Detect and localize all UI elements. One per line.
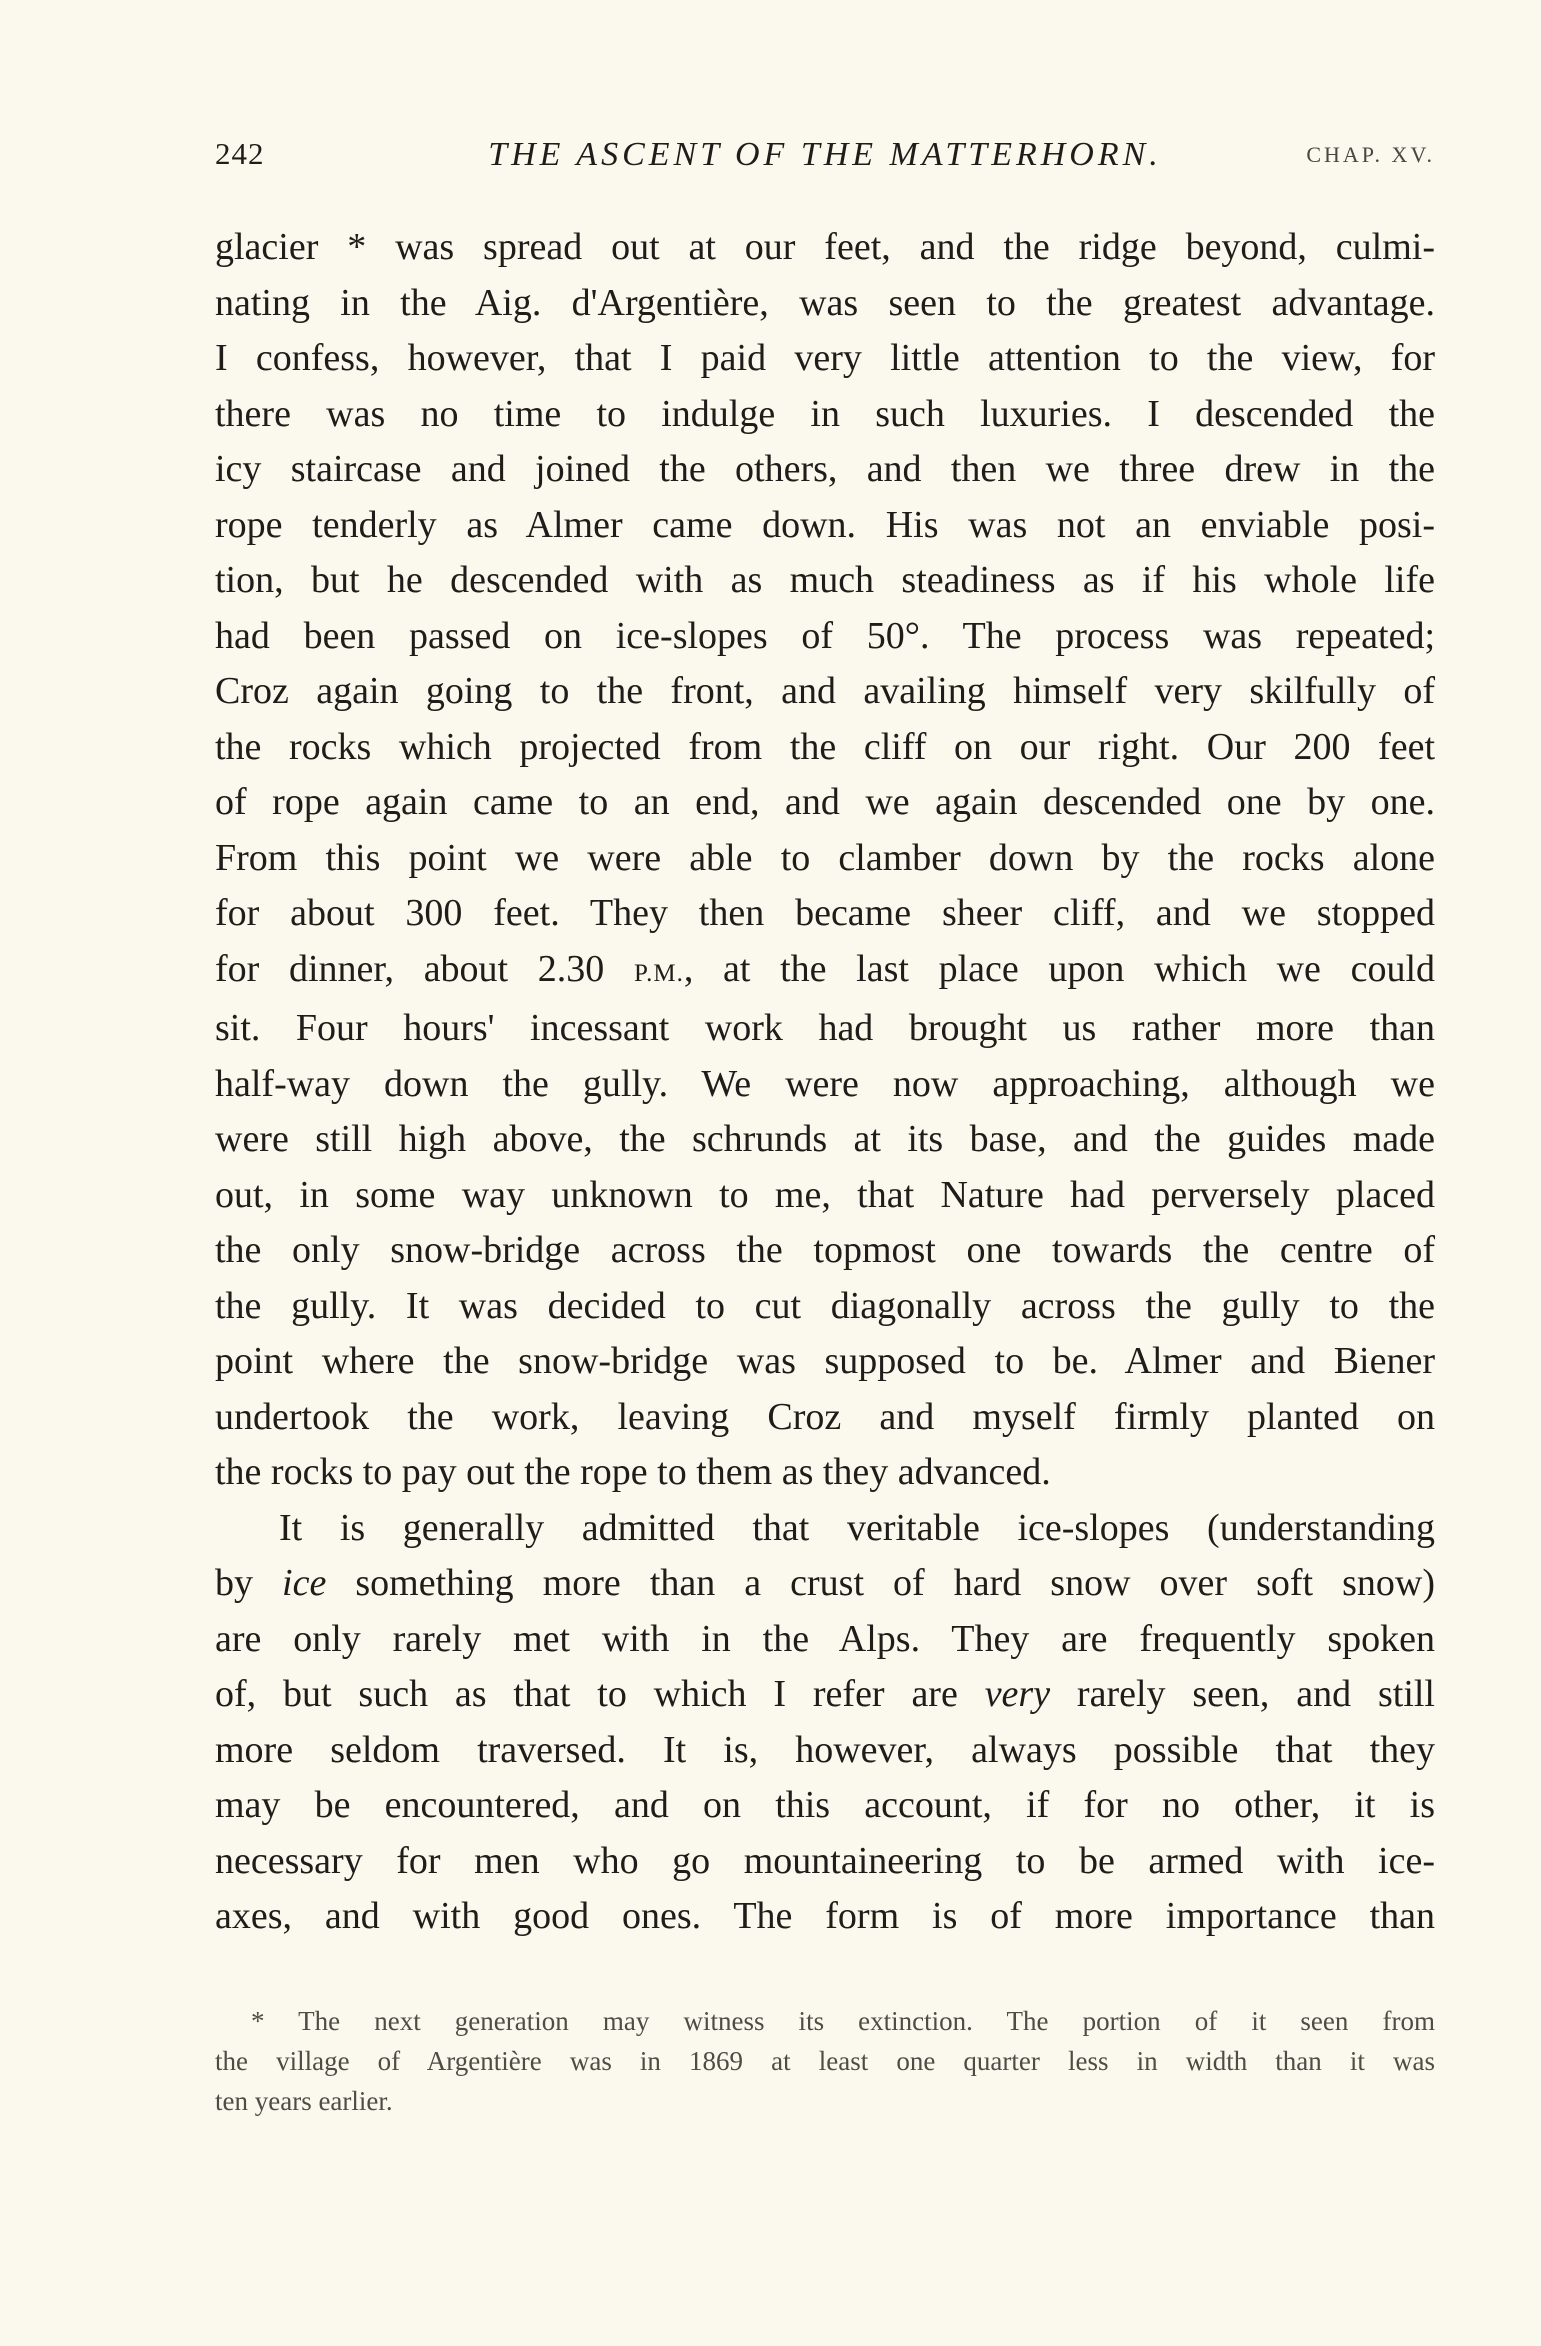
chapter-reference: CHAP. XV. (1306, 142, 1435, 167)
text-line: more seldom traversed. It is, however, always possible that they (215, 1728, 1435, 1771)
running-head (215, 136, 1435, 186)
text-line: the gully. It was decided to cut diagonally across the gully to the (215, 1284, 1435, 1327)
body-text (215, 220, 1435, 1945)
italic-word: ice (282, 1562, 327, 1604)
text-line: the rocks which projected from the cliff on our right. Our 200 feet (215, 725, 1435, 768)
text-line: there was no time to indulge in such luxuries. I descended the (215, 392, 1435, 435)
page-number: 242 (215, 136, 265, 171)
text-line: glacier * was spread out at our feet, and the ridge beyond, culmi- (215, 226, 1435, 268)
footnote-line: * The next generation may witness its extinction. The portion of it seen from (251, 2006, 1435, 2036)
italic-word: very (984, 1673, 1051, 1715)
text-line: for about 300 feet. They then became sheer cliff, and we stopped (215, 892, 1435, 934)
text-run: , at the last place upon which we could (683, 947, 1436, 990)
text-line: rope tenderly as Almer came down. His was not an enviable posi- (215, 503, 1435, 546)
text-line (215, 1667, 1435, 1723)
text-line: Croz again going to the front, and availing himself very skilfully of (215, 670, 1435, 712)
text-line: may be encountered, and on this account, if for no other, it is (215, 1784, 1435, 1826)
text-run: by (215, 1562, 283, 1604)
text-line: are only rarely met with in the Alps. They are frequently spoken (215, 1617, 1435, 1660)
text-line: the only snow-bridge across the topmost one towards the centre of (215, 1229, 1435, 1271)
footnote (215, 2001, 1435, 2121)
footnote-line: ten years earlier. (215, 2086, 393, 2116)
text-line: necessary for men who go mountaineering to be armed with ice- (215, 1839, 1435, 1882)
text-line: axes, and with good ones. The form is of more importance than (215, 1895, 1435, 1937)
text-line: half-way down the gully. We were now approaching, although we (215, 1062, 1435, 1105)
text-line: icy staircase and joined the others, and then we three drew in the (215, 448, 1435, 490)
text-line: sit. Four hours' incessant work had brought us rather more than (215, 1007, 1435, 1049)
footnote-line: the village of Argentière was in 1869 at least one quarter less in width than it was (215, 2046, 1435, 2076)
paragraph-start-line: It is generally admitted that veritable ice-slopes (understanding (279, 1506, 1435, 1549)
text-line: the rocks to pay out the rope to them as they advanced. (215, 1451, 1051, 1493)
text-line (215, 1556, 1435, 1612)
running-title: THE ASCENT OF THE MATTERHORN. (488, 136, 1162, 173)
text-run: rarely seen, and still (1050, 1673, 1435, 1715)
text-line: undertook the work, leaving Croz and myself firmly planted on (215, 1395, 1435, 1438)
text-line: tion, but he descended with as much steadiness as if his whole life (215, 559, 1435, 601)
text-line: were still high above, the schrunds at its base, and the guides made (215, 1118, 1435, 1160)
text-line: From this point we were able to clamber down by the rocks alone (215, 836, 1435, 879)
text-line: nating in the Aig. d'Argentière, was seen to the greatest advantage. (215, 281, 1435, 324)
text-line: had been passed on ice-slopes of 50°. The process was repeated; (215, 614, 1435, 657)
text-line: of rope again came to an end, and we again descended one by one. (215, 781, 1435, 823)
text-line: point where the snow-bridge was supposed to be. Almer and Biener (215, 1340, 1435, 1382)
small-caps-time: P.M. (633, 959, 684, 987)
text-run: something more than a crust of hard snow over soft snow) (326, 1562, 1436, 1604)
text-run: for dinner, about 2.30 (215, 947, 634, 990)
text-line: I confess, however, that I paid very little attention to the view, for (215, 337, 1435, 379)
text-line (215, 942, 1435, 1002)
text-line: out, in some way unknown to me, that Nature had perversely placed (215, 1173, 1435, 1216)
text-run: of, but such as that to which I refer are (215, 1673, 985, 1715)
